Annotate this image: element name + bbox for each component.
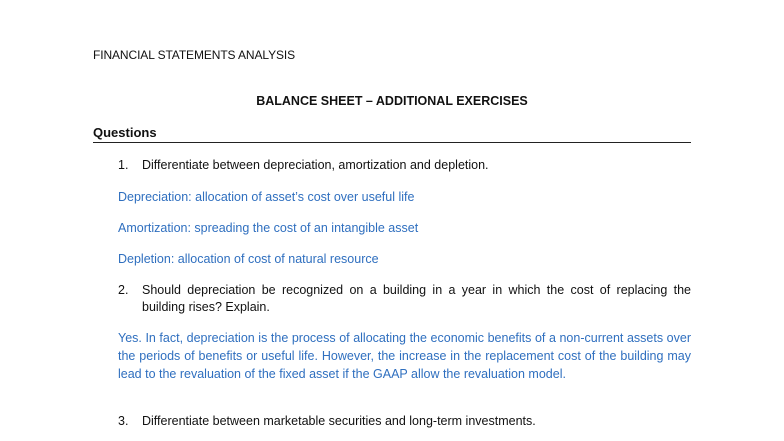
question-1 (118, 157, 691, 174)
question-text: Differentiate between depreciation, amortization and depletion. (142, 158, 489, 172)
document-title: BALANCE SHEET – ADDITIONAL EXERCISES (256, 94, 528, 108)
question-text: Should depreciation be recognized on a building in a year in which the cost of replacing the building rises? Explain. (142, 283, 691, 314)
question-number: 1. (118, 158, 129, 172)
answer-depletion: Depletion: allocation of cost of natural resource (118, 252, 379, 266)
question-number: 2. (118, 283, 129, 297)
answer-amortization: Amortization: spreading the cost of an intangible asset (118, 221, 419, 235)
question-3 (118, 413, 691, 430)
question-2 (118, 282, 691, 316)
answer-depreciation: Depreciation: allocation of asset’s cost over useful life (118, 190, 415, 204)
document-header: FINANCIAL STATEMENTS ANALYSIS (93, 48, 296, 62)
question-number: 3. (118, 414, 129, 428)
question-text: Differentiate between marketable securities and long-term investments. (142, 414, 536, 428)
answer-question-2: Yes. In fact, depreciation is the process of allocating the economic benefits of a non-current assets over the periods of benefits or useful life. However, the increase in the replacement cost of the building may lead to the revaluation of the fixed asset if the GAAP allow the revaluation model. (118, 331, 691, 381)
section-heading-questions: Questions (93, 125, 691, 143)
